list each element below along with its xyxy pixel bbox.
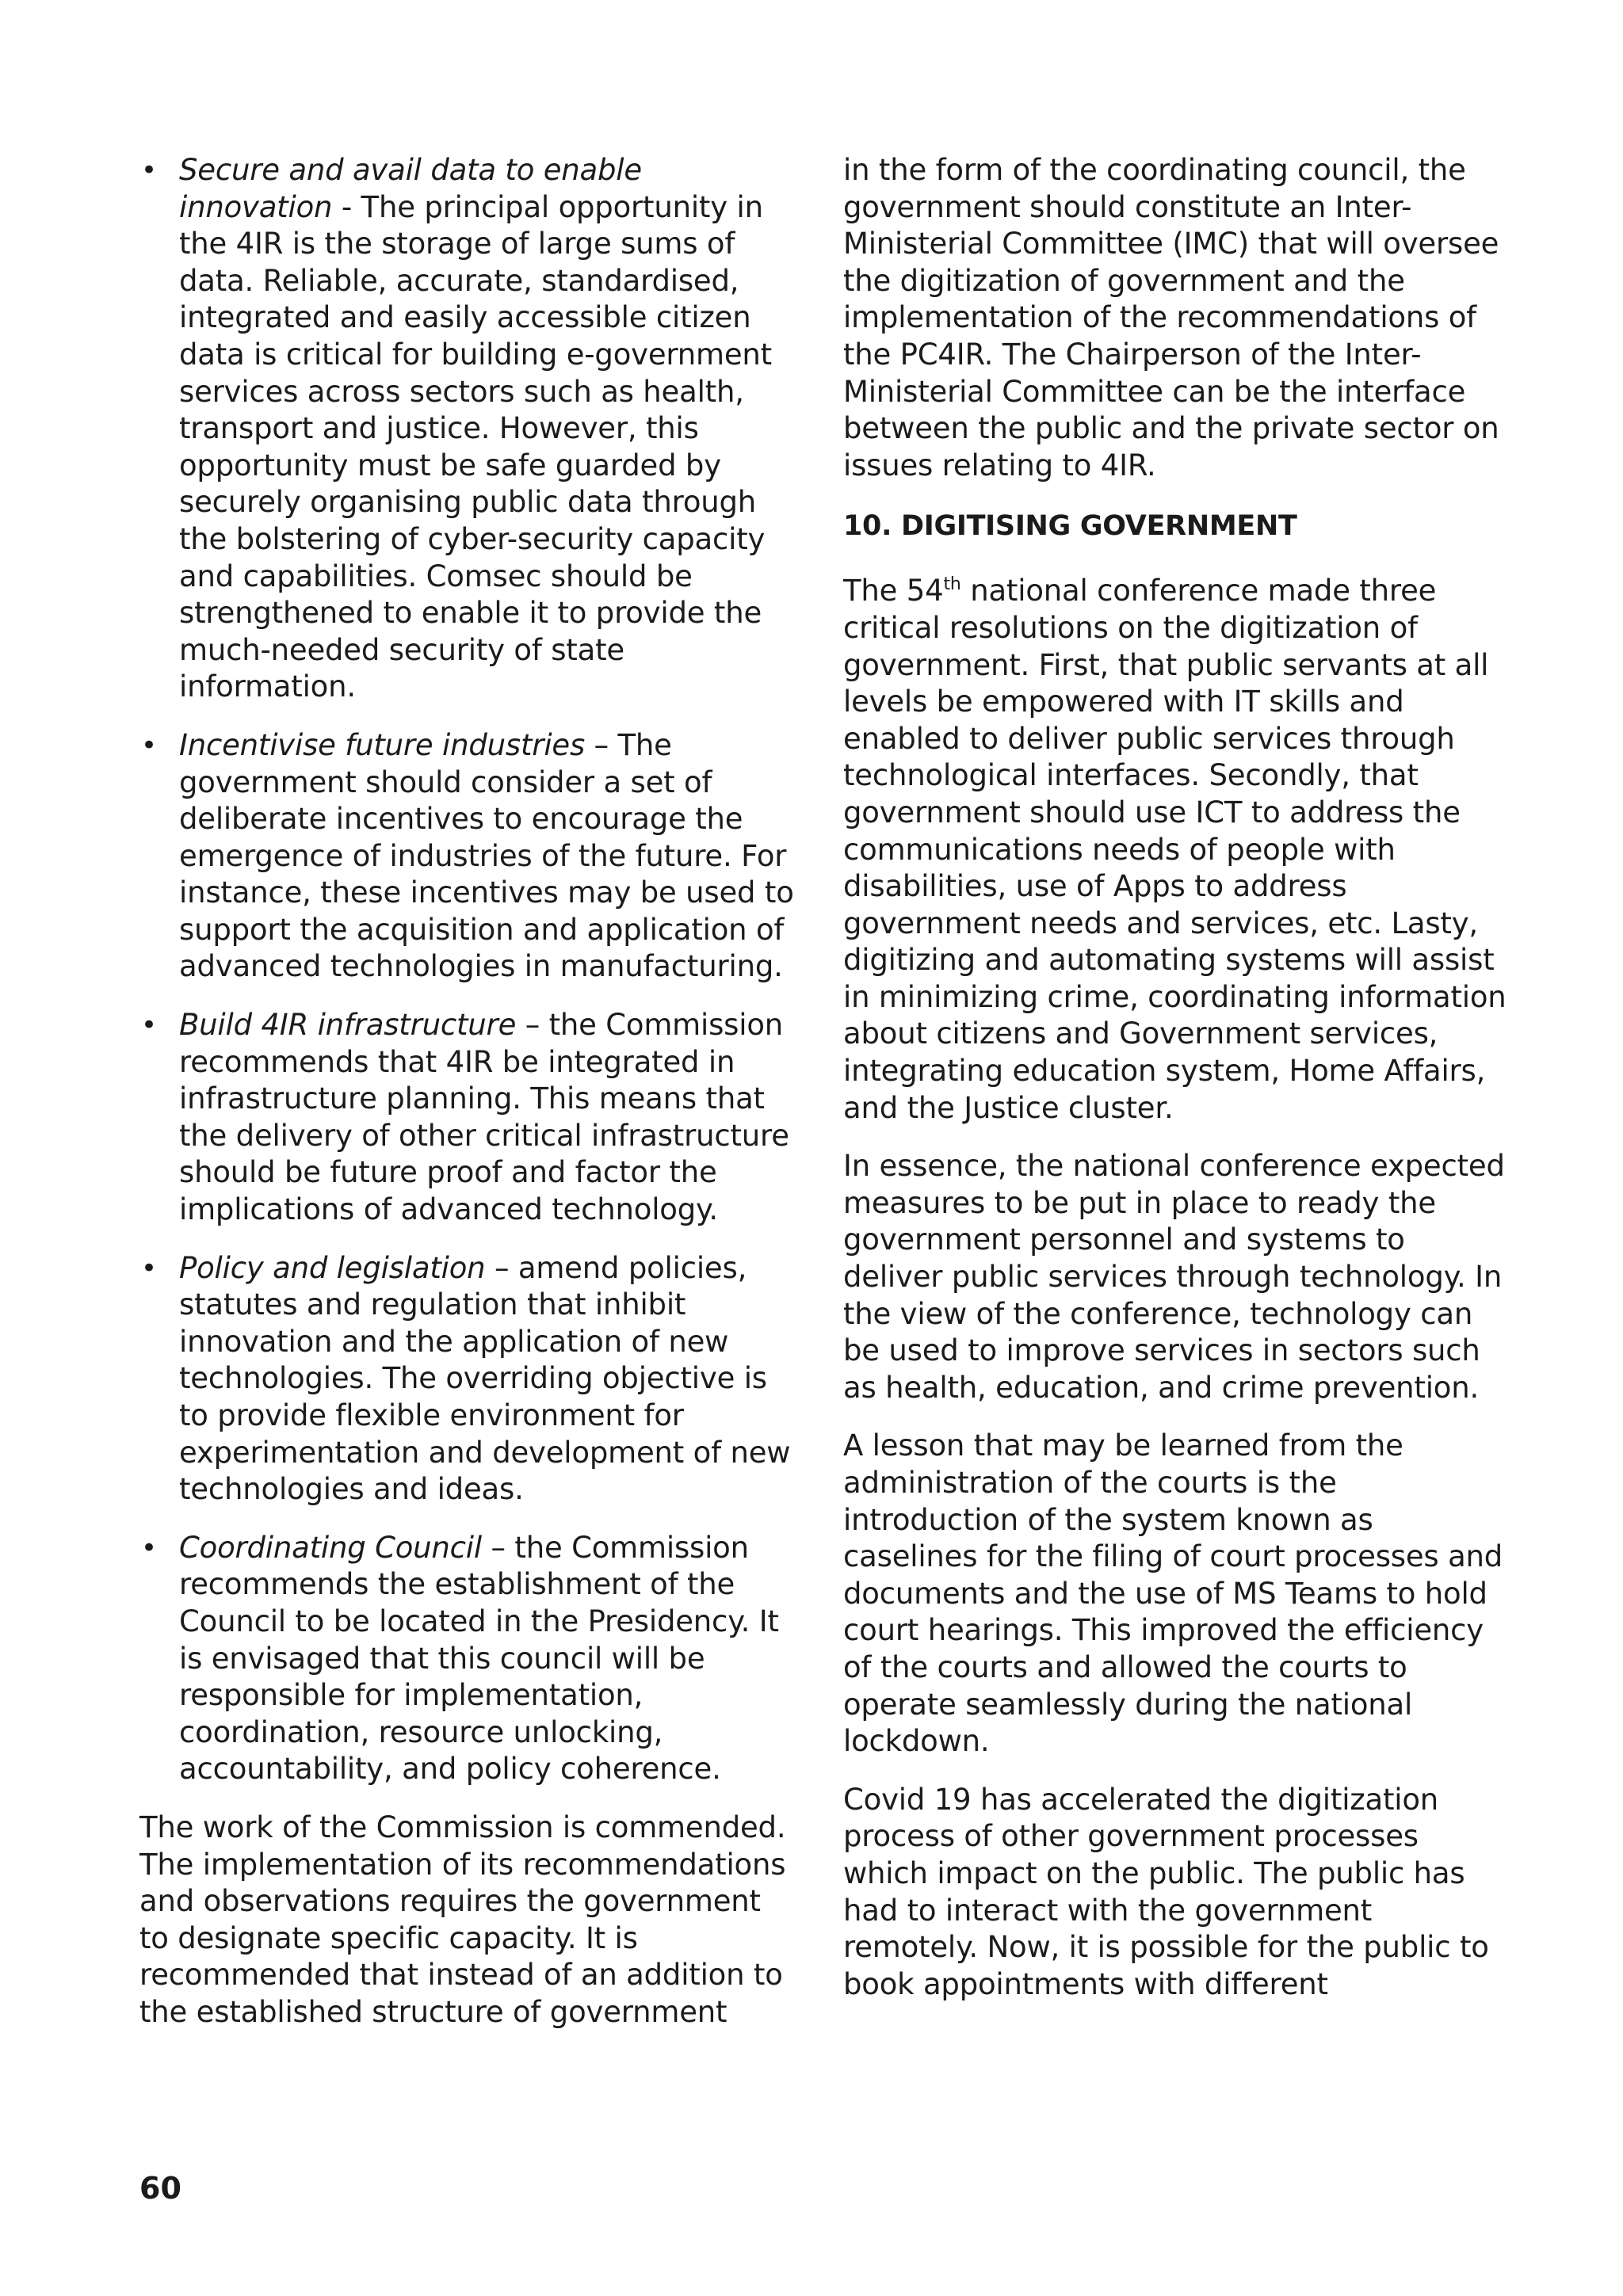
bullet-icon: •	[141, 154, 157, 186]
bullet-text: amend policies, statutes and regulation that inhibit innovation and the application of new technologies. The overriding objective is to provide flexible environment for experimentation and development of new technologies and ideas.	[179, 1250, 791, 1507]
section-heading: 10. DIGITISING GOVERNMENT	[843, 510, 1297, 543]
bullet-separator: –	[481, 1530, 515, 1565]
right-column	[843, 152, 1509, 2024]
body-paragraph: Covid 19 has accelerated the digitization process of other government processes which impact on the public. The public has had to interact with the government remotely. Now, it is possible for the public to book appointments with different	[843, 1782, 1489, 2001]
bullet-separator: –	[516, 1008, 549, 1043]
bullet-icon: •	[141, 1252, 157, 1284]
bullet-icon: •	[141, 1531, 157, 1564]
list-item	[139, 727, 797, 986]
conference-paragraph	[843, 573, 1509, 1127]
bullet-term: Secure and avail data to enable innovation	[179, 153, 642, 224]
list-item	[139, 1530, 797, 1788]
bullet-text: The principal opportunity in the 4IR is the storage of large sums of data. Reliable, accurate, standardised, integrated and easily accessible citizen data is critical for building e-government services across sectors such as health, transport and justice. However, this opportunity must be safe guarded by securely organising public data through the bolstering of cyber-security capacity and capabilities. Comsec should be strengthened to enable it to provide the much-needed security of state information.	[179, 189, 772, 704]
left-column	[139, 152, 797, 2053]
conference-paragraph-prefix: The 54	[843, 574, 944, 608]
bullet-term: Build 4IR infrastructure	[179, 1008, 517, 1043]
list-item	[139, 1250, 797, 1508]
bullet-term: Incentivise future industries	[179, 727, 586, 762]
body-paragraph: A lesson that may be learned from the administration of the courts is the introduction of the system known as caselines for the filing of court processes and documents and the use of MS Teams to hold court hearings. This improved the efficiency of the courts and allowed the courts to operate seamlessly during the national lockdown.	[843, 1428, 1503, 1759]
bullet-separator: –	[585, 727, 618, 762]
ordinal-superscript: th	[943, 574, 961, 595]
list-item	[139, 152, 797, 706]
bullet-text: the Commission recommends that 4IR be integrated in infrastructure planning. This means that the delivery of other critical infrastructure should be future proof and factor the implications of advanced technology.	[179, 1008, 789, 1227]
bullet-separator: -	[332, 189, 361, 224]
recommendations-list	[139, 152, 797, 1788]
bullet-text: The government should consider a set of deliberate incentives to encourage the emergence of industries of the future. For instance, these incentives may be used to support the acquisition and application of advanced technologies in manufacturing.	[179, 727, 794, 984]
bullet-icon: •	[141, 1009, 157, 1042]
conference-paragraph-rest: national conference made three critical resolutions on the digitization of government. First, that public servants at all levels be empowered with IT skills and enabled to deliver public services through technological interfaces. Secondly, that government should use ICT to address the communications needs of people with disabilities, use of Apps to address government needs and services, etc. Lasty, digitizing and automating systems will assist in minimizing crime, coordinating information about citizens and Government services, integrating education system, Home Affairs, and the Justice cluster.	[843, 574, 1507, 1125]
bullet-separator: –	[485, 1250, 518, 1285]
bullet-text: the Commission recommends the establishment of the Council to be located in the Presidency. It is envisaged that this council will be responsible for implementation, coordination, resource unlocking, accountability, and policy coherence.	[179, 1530, 779, 1787]
continuation-paragraph: in the form of the coordinating council, the government should constitute an Inter-Ministerial Committee (IMC) that will oversee the digitization of government and the implementation of the recommendations of the PC4IR. The Chairperson of the Inter-Ministerial Committee can be the interface between the public and the private sector on issues relating to 4IR.	[843, 153, 1499, 482]
closing-paragraph: The work of the Commission is commended. The implementation of its recommendations and observations requires the government to designate specific capacity. It is recommended that instead of an addition to the established structure of government	[139, 1810, 786, 2029]
body-paragraph: In essence, the national conference expected measures to be put in place to ready the government personnel and systems to deliver public services through technology. In the view of the conference, technology can be used to improve services in sectors such as health, education, and crime prevention.	[843, 1149, 1505, 1405]
bullet-term: Policy and legislation	[179, 1250, 486, 1285]
bullet-icon: •	[141, 729, 157, 761]
page-number: 60	[139, 2171, 181, 2206]
bullet-term: Coordinating Council	[179, 1530, 482, 1565]
list-item	[139, 1007, 797, 1229]
